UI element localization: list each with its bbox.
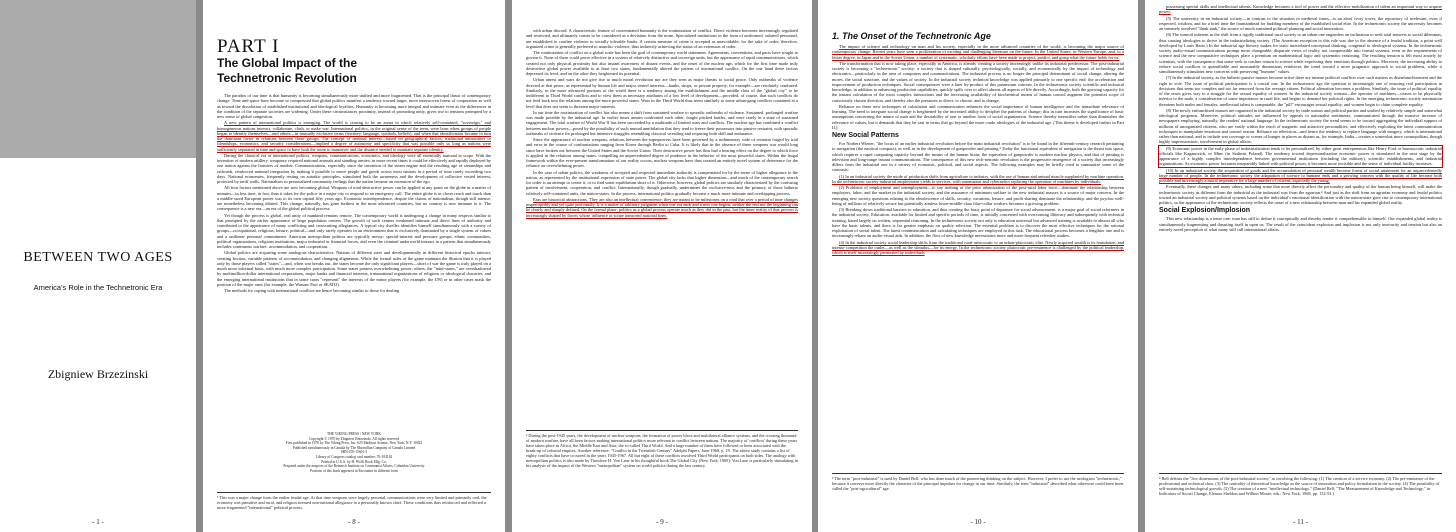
paragraph: Yet though the process is global, real unity of mankind remains remote. The contemporary world is undergoing a change in many respects similar to that prompted by the earlier appearance of large population centers. The growth of such centers weakened intimate and direct lines of authority and contributed to the appearance of many conflicting and crosscutting allegiances. A typical city dweller identifies himself simultaneously with a variety of groups—occupational, religious, leisure, political—and only rarely operates in an environment that is exclusively dominated by a single system of values and a unilinear personal commitment. American metropolitan politics are typically messy: special-interest and pressure groups, ethnic communities, political organizations, religious institutions, major industrial or financial forces, and even the criminal underworld interact in a pattern that simultaneously includes continuous warfare, accommodation, and cooperation. — [217, 212, 491, 249]
paragraph: (10) In an industrial society the acquisition of goods and the accumulation of personal wealth become forms of social attainment for an unprecedentedly large number of people. In the technetronic society the adaptation of science to humane ends and a growing concern with the quality of life become both possible and increasingly a moral imperative for a large number of citizens, especially the young. — [1159, 167, 1442, 183]
paragraph: (2) Problems of employment and unemployment—to say nothing of the prior urbanization of the post-rural labor force—dominate the relationship between employers, labor, and the market in the industrial society, and the assurance of minimum welfare to the new industrial masses is a source of major concern. In the emerging new society questions relating to the obsolescence of skills, security, vacations, leisure, and profit sharing dominate the relationship, and the psychic well-being of millions of relatively secure but potentially aimless lower-middle-class blue-collar workers becomes a growing problem. — [832, 185, 1124, 206]
paragraph: The transformation that is now taking place, especially in America, is already creating a society increasingly unlike its industrial predecessor. The post-industrial society is becoming a "technetronic" society: a society that is shaped culturally, psychologically, socially, and economically by the impact of technology and electronics—particularly in the area of computers and communications. The industrial process is no longer the principal determinant of social change, altering the mores, the social structure, and the values of society. In the industrial society technical knowledge was applied primarily to one specific end: the acceleration and improvement of production techniques. Social consequences were a later by-product of this paramount concern. In the technetronic society scientific and technical knowledge, in addition to enhancing production capabilities, quickly spills over to affect almost all aspects of life directly. Accordingly, both the growing capacity for the instant calculation of the most complex interactions and the increasing availability of biochemical means of human control augment the potential scope of consciously chosen direction, and thereby also the pressures to direct, to choose, and to change. — [832, 60, 1124, 103]
imprint-line: Library of Congress catalog card number: 76-104162 — [315, 454, 393, 459]
cover-page — [0, 0, 196, 532]
paragraph: (8) The newly enfranchised masses are organized in the industrial society by trade unions and political parties and unified by relatively simple and somewhat ideological programs. Moreover, political attitudes are influenced by appeals to nationalist sentiments, communicated through the massive increase of newspapers employing, naturally, the readers' national language. In the technetronic society the trend seems to be toward aggregating the individual support of millions of unorganized citizens, who are easily within the reach of magnetic and attractive personalities, and effectively exploiting the latest communication techniques to manipulate emotions and control reason. Reliance on television—and hence the tendency to replace language with imagery, which is international rather than national, and to include war coverage or scenes of hunger in places as distant as, for example, India—creates a somewhat more cosmopolitan, though highly impressionistic, involvement in global affairs. — [1159, 107, 1443, 145]
paragraph: with urban discord. A characteristic feature of concentrated humanity is the routinization of conflict. Direct violence becomes increasingly regulated and restricted, and ultimately comes to be considered as a deviation from the norm. Specialized institutions in the form of uniformed, salaried personnel, are established to confine violence to socially tolerable limits. A certain measure of crime is accepted as unavoidable; for the sake of order, therefore, organized crime is generally preferred to anarchic violence, thus indirectly achieving the status of an extension of order. — [526, 28, 798, 49]
paragraph: Reliance on these new techniques of calculation and communication enhances the social importance of human intelligence and the immediate relevance of learning. The need to integrate social change is heightened by the increased ability to decipher the patterns of change; this in turn increases the significance of basic assumptions concerning the nature of man and the desirability of one or another form of social organization. Science thereby intensifies rather than diminishes the relevance of values, but it demands that they be cast in terms that go beyond the more crude ideologies of the industrial age. (This theme is developed further in Part II.) — [832, 103, 1124, 130]
footnote: ³ The term "post-industrial" is used by Daniel Bell, who has done much of the pioneering thinking on the subject. However, I prefer to use the neologism "technetronic," because it conveys more directly the character of the principal impulses for change in our time. Similarly, the term "industrial" described what otherwise could have been called the "post-agricultural" age. — [832, 473, 1124, 491]
page-number: - 9 - — [656, 518, 668, 526]
chapter-heading: 1. The Onset of the Technetronic Age — [832, 31, 991, 41]
paragraph: (5) The university in an industrial society—in contrast to the situation in medieval times—is an aloof ivory tower, the repository of irrelevant, even if respected, wisdom, and for a brief time the fountainhead for budding members of the established social elite. In the technetronic society the university becomes an intensely involved "think tank," the source of much sustained political planning and social innovation. — [1159, 15, 1442, 31]
paragraph: The methods for coping with international conflicts are hence becoming similar to those for dealing — [224, 288, 400, 293]
imprint-block — [217, 432, 491, 473]
paragraph: In our time the routinization of conflict has also meant a shift from sustained warfare to sporadic outbreaks of violence. Sustained, prolonged warfare was made possible by the industrial age. In earlier times armies confronted each other, fought pitched battles, and were rarely in a state of sustained engagement. The total warfare of World War II has been succeeded by a multitude of limited wars and conflicts. The nuclear age has combined a conflict between nuclear powers—posed by the possibility of such mutual annihilation that they tend to freeze their possessors into passive restraint, with sporadic outbreaks of violence for prolonged but intensive struggles resembling classical wrestling and requiring both skill and endurance. — [526, 109, 798, 136]
paragraph: A new pattern of international politics is emerging. The world is ceasing to be an arena in which relatively self-contained, "sovereign," and homogeneous nations interact, collaborate, clash, or make war. International politics, in the original sense of the term, were born when groups of people began to identify themselves—and others—in mutually exclusive terms (territory, language, symbols, beliefs), and when that identification became in turn the dominant factor in relations between these groups. The concept of national interest—based on geographical factors, traditional animosities or friendships, economics, and security considerations—implied a degree of autonomy and specificity that was possible only so long as nations were sufficiently separated in time and space to have both the room to maneuver and the distance needed to maintain separate identity. — [217, 120, 491, 152]
imprint-line: Published simultaneously in Canada by The Macmillan Company of Canada Limited — [292, 445, 416, 450]
body-text — [832, 44, 1124, 464]
boxed-paragraph: (9) Economic power in the early phase of industrialization tends to be personalized, by either great entrepreneurs like Henry Ford or bureaucratic industrial officials like Kaganovich, or Minc (in Stalinist Poland). The tendency toward depersonalization economic power is stimulated in the next stage by the appearance of a highly complex interdependence between governmental institutions (including the military), scientific establishments, and industrial organizations. As economic power becomes inseparably linked with political power, it becomes more invisible and the sense of individual futility increases. — [1159, 145, 1442, 167]
footnote: ¹ This was a major change from the earlier feudal age. At that time weapons were largely personal, communications were very limited and primarily oral, the economy was primitive and rural, and religion stressed non-national allegiance to a personally known chief. These conditions thus reinforced and reflected a more fragmented "international" political process. — [217, 492, 491, 510]
cover-subtitle: America's Role in the Technetronic Era — [33, 283, 163, 292]
body-text — [526, 28, 798, 426]
page-number: - 1 - — [92, 518, 104, 526]
paragraph: During the classical era of international politics, weapons, communications, economics, and ideology were all essentially national in scope. With the invention of modern artillery, weaponry required national arsenals and standing armies; in more recent times it could be effectively and rapidly deployed by one nation against the frontiers of another. Communications, especially since the invention of the steam engine and the resulting age of steamships and railroads, reinforced national integration by making it possible to move people and goods across most nations in a period of time rarely exceeding two days. National economies, frequently resting on autarkic principles, stimulated both the awareness and the development of collective vested interest, protected by tariff walls. Nationalism so personalized community feelings that the nation became an extension of the ego. — [217, 152, 491, 184]
imprint-line: SBN 670-15601-3 — [340, 450, 368, 455]
body-text — [1159, 4, 1442, 464]
page-11 — [1145, 0, 1456, 532]
page-number: - 10 - — [970, 518, 986, 526]
cover-author: Zbigniew Brzezinski — [47, 367, 149, 381]
paragraph: (6) The turmoil inherent in the shift from a rigidly traditional rural society to an urban one engenders an inclination to seek total answers to social dilemmas, thus causing ideologies to thrive in the industrializing society. (The American exception to this rule was due to the absence of a feudal tradition, a point well developed by Louis Hartz.) In the industrial age literacy makes for static interrelated conceptual thinking, congenial to ideological systems. In the technetronic society audio-visual communications prompt more changeable, disparate views of reality, not compressible into formal systems, even as the requirements of science and the new computative techniques place a premium on mathematical logic and systematic reasoning. The resulting tension is felt most acutely by scientists, with the consequence that some seek to confine reason to science while expressing their emotions through politics. Moreover, the increasing ability to reduce social conflicts to quantifiable and measurable dimensions reinforces the trend toward a more pragmatic approach to social problems, while it simultaneously stimulates new concerns with preserving "humane" values. — [1159, 32, 1442, 74]
page-8 — [203, 0, 505, 532]
page-number: - 11 - — [1293, 518, 1308, 526]
page-10 — [818, 0, 1138, 532]
chapter-title — [217, 56, 357, 86]
cover-gray-band — [0, 0, 196, 158]
paragraph: (7) In the industrial society, as the hitherto passive masses become active there are intense political conflicts over such matters as disenfranchisement and the right to vote. The issue of political participation is a crucial one. In the technetronic age the question is increasingly one of ensuring real participation in decisions that seem too complex and too far removed from the average citizen. Political alienation becomes a problem. Similarly, the issue of political equality of the sexes gives way to a struggle for the sexual equality of women. In the industrial society woman—the operator of machines—ceases to be physically inferior to the male, a consideration of some importance in rural life, and begins to demand her political rights. In the emerging technetronic society automation threatens both males and females, intellectual talent is computable, the "pill" encourages sexual equality, and women begin to claim complete equality. — [1159, 75, 1442, 107]
imprint-line: Prepared under the auspices of the Research Institute on Communist Affairs, Columbia University — [283, 464, 425, 469]
paragraph: The paradox of our time is that humanity is becoming simultaneously more unified and more fragmented. That is the principal thrust of contemporary change. Time and space have become so compressed that global politics manifest a tendency toward larger, more interwoven forms of cooperation as well as toward the dissolution of established institutional and ideological loyalties. Humanity is becoming more integral and intimate even as the differences in the condition of the separate societies are widening. Under these circumstances proximity, instead of promoting unity, gives rise to tensions prompted by a new sense of global congestion. — [217, 93, 491, 119]
body-text — [217, 93, 491, 426]
paragraph: (4) In the industrial society social leadership shifts from the traditional rural-aristocratic to an urban-plutocratic elite. Newly acquired wealth is its foundation, and intense competition the outlet—as well as the stimulus—for its energy. In the technetronic society plutocratic pre-eminence is challenged by the political leadership, which is itself increasingly permeated by individuals — [832, 239, 1124, 255]
footnote: ² During the post-1945 years, the development of nuclear weapons, the formation of power blocs and multilateral alliance systems, and the crossing thousand of modern warfare, have all been factors making international politics more relevant to conflict between nations. The majority of 'conflicts' during these years have taken place in Africa, the Middle East and Asia; the so-called Third World. And a large number of them have followed or been associated with the break-up of colonial empires. Another reference: "Conflict in the Twentieth Century" Adelphi Papers, June 1968, p. 19. The above study contains a list of eighty conflicts that have occurred in the years 1945-1967. All but eight of these conflicts involved Third World participants on both sides. The analogy with metropolitan politics is also made by Theodore H. Von Laue in his thoughtful book The Global City (New York, 1969). Von Laue is particularly stimulating in his analysis of the impact of the Western "metropolitan" system on world politics during the last century. — [526, 430, 798, 468]
paragraph: Eras are historical abstractions. They are also an intellectual convenience: they are meant to be milestones on a road that over a period of time changes imperceptibly and yet quite profoundly. It is a matter of arbitrary judgment when one era ends and a new one begins; neither the end nor the beginning can be clearly and sharply defined. On the formal plane, politics as a global process operate much as they did in the past, but the inner reality of that process is increasingly shaped by forces whose influence or scope transcend national lines. — [526, 196, 798, 218]
paragraph: The routinization of conflict on a global scale has been the goal of contemporary world statesmen. Agreements, conventions, and pacts have sought to govern it. None of these could prove effective in a system of relatively distinctive and sovereign units; but the appearance of rapid communications, which created not only physical proximity but also instant awareness of distant events, and the onset of the nuclear age, which for the first time made truly destructive global power available to at least two states, fundamentally altered the pattern of international conflict. On the one hand these factors depressed its level, and on the other they heightened its potential. — [526, 50, 798, 76]
paragraph: Eventually, these changes and many others, including some that more directly affect the personality and quality of the human being himself, will make the technetronic society as different from the industrial as the industrial was from the agrarian.⁴ And just as the shift from an agrarian economy and feudal politics toward an industrial society and political systems based on the individual's emotional identification with the nation-state gave rise to contemporary international politics, so the appearance of the technetronic society reflects the onset of a new relationship between man and his expanded global reality. — [1159, 184, 1442, 205]
paragraph: In the case of urban politics, the weakness of accepted and respected immediate authority is compensated for by the sense of higher allegiance to the nation, as represented by the institutional expression of state power. The global city lacks that higher dimension—and much of the contemporary search for order is an attempt to create it, or to find some equilibrium short of it. Otherwise, however, global politics are similarly characterized by the confusing pattern of involvement, cooperation, and conflict. Internationally, though gradually, undermines the exclusive-ness and the primacy of those hitherto relatively self-contained units, the nation-states. In the process, international politics gradually become a much more intimate and overlapping process. — [526, 169, 798, 196]
section-heading: New Social Patterns — [832, 132, 899, 139]
paragraph: (3) Breaking down traditional barriers to education, and thus creating the basic point of departure for social advancement, is a major goal of social reformers in the industrial society. Education, available for limited and specific periods of time, is initially concerned with overcoming illiteracy and subsequently with technical training, based largely on written, sequential reasoning. In the technetronic society not only is education universal but advanced training is available to almost all who have the basic talents, and there is far greater emphasis on quality selection. The essential problem is to discover the most effective techniques for the rational exploitation of social talent. The latest communication and calculating techniques are employed in this task. The educational process becomes a lengthier one and is increasingly reliant on audio-visual aids. In addition, the flow of new knowledge necessitates more and more frequent refresher studies. — [832, 207, 1124, 239]
chapter-title-line-2: Technetronic Revolution — [217, 71, 357, 85]
imprint-line: Printed in U.S.A. by H. Wolff Book Mfg. Co. — [321, 459, 387, 464]
paragraph: For Norbert Wiener, "the locus of an earlier industrial revolution before the main industrial revolution" is to be found in the fifteenth-century research pertaining to navigation (the nautical compass), as well as in the development of gunpowder and printing.³ Today the functional equivalent of navigation is the thrust into space, which requires a rapid computing capacity beyond the means of the human brain; the equivalent of gunpowder is modern nuclear physics, and that of printing is television and long-range instant communications. The consequence of this new tech-netronic revolution is the progressive emergence of a society that increasingly differs from the industrial one in a variety of economic, political, and social aspects. The following examples may be briefly cited to summarize some of the contrasts: — [832, 141, 1124, 173]
chapter-title-line-1: The Global Impact of the — [217, 56, 358, 70]
imprint-line: Portions of this book appeared in Encounter in different form — [309, 468, 399, 473]
paragraph: This new relationship is a tense one: man has still to define it conceptually and thereby render it comprehensible to himself. Our expanded global reality is simultaneously fragmenting and thrusting itself in upon us. The result of the coincident explosion and implosion is not only insecurity and tension but also an entirely novel perception of what many still call international affairs. — [1159, 216, 1442, 232]
paragraph: Since the appearance of nuclear weapons, relations between the superpowers have been governed by a rudimentary code of restraint forged by trial and error in the course of confrontations ranging from Korea through Berlin to Cuba. It is likely that in the absence of these weapons war would long since have broken out between the United States and the Soviet Union. Their destructive power has thus had a bearing effect on the degree to which force is applied in the relations among states, compelling an unprecedented degree of prudence in the behavior of the most powerful states. Within the frugal framework within the ever-present transformation of our reality occurs, nuclear weapons have thus created an entirely novel system of deterrence for the reliance on overwhelming power. — [526, 137, 798, 169]
paragraph: Global politics are acquiring some analogous characteristics. Nations of different sizes and developmentally in different historical epochs interact, creating friction, variable patterns of accommodation, and changing alignments. While the formal rules of the game maintain the illusion that it is played only by those players called "states"—and, when war breaks out, the states become the only significant players—short of war the game is truly played on a much more informal basis, with much more complex participation. Some states possess overwhelming power; others, the "mini-states," are overshadowed by multimillion-dollar international corporations, major banks and financial interests, transnational organizations of religious or ideological character, and the emerging international institutions that in some cases "represent" the interests of the minor players (for example, the UN) or in other cases mask the position of the major ones (for example, the Warsaw Pact or SEATO). — [217, 250, 491, 287]
part-heading: PART I — [217, 36, 280, 57]
cover-title: BETWEEN TWO AGES — [23, 250, 173, 265]
page-number: - 8 - — [348, 518, 360, 526]
paragraph: Urban unrest and wars do not give rise to much moral revolution nor are they seen as major threats to social peace. Only outbreaks of violence directed at that peace, as represented by human life and major vested interests—banks, shops, or private property, for example—are resolutely combated. Similarly, in the more advanced portions of the world there is a tendency among the establishment and the middle class of the "global city" to be indifferent to Third World conflicts and to view them as necessary attributes of a low level of development—provided, of course, that such conflicts do not feed back into the relations among the more powerful states. Wars in the Third World thus seem similarly to some urban-gang conflicts contained at a level that does not seem to threaten major interests. — [526, 77, 798, 109]
section-heading: Social Explosion/Implosion — [1159, 207, 1251, 215]
footnote: ⁴ Bell defines the "five dimensions of the post-industrial society" as involving the following: (1) The creation of a service economy. (2) The pre-eminence of the professional and technical class. (3) The centrality of theoretical knowledge as the source of innovation and policy formulation in the society. (4) The possibility of self-sustaining technological growth. (5) The creation of a new "intellectual technology." (Daniel Bell, "The Measurement of Knowledge and Technology," in Indicators of Social Change, Eleanor Sheldon and Wilbert Moore, eds., New York, 1968, pp. 152-53.) — [1159, 473, 1442, 496]
paragraph: All four factors mentioned above are now becoming global. Weapons of total destructive power can be applied at any point on the globe in a matter of minutes—in less time, in fact, than it takes for the police in a major city to respond to an emergency call. The entire globe is in closer reach and touch than a middle-sized European power was to its own capital fifty years ago. Economic interdependence, despite the claims of nationalism, though still intense, are nonetheless becoming diluted. This change, naturally, has gone furthest in the most advanced countries, but no country is now immune to it. The consequence is a new era—an era of the global political process. — [217, 185, 491, 212]
imprint-line: THE VIKING PRESS / NEW YORK — [327, 432, 381, 436]
imprint-line: First published in 1970 by The Viking Press, Inc. 625 Madison Avenue, New York, N.Y. 10022 — [285, 441, 423, 446]
page-9 — [512, 0, 812, 532]
paragraph: The impact of science and technology on man and his society, especially in the more advanced countries of the world, is becoming the major source of contemporary change. Recent years have seen a proliferation of exciting and challenging literature on the future. In the United States, in Western Europe, and, to a lesser degree, in Japan and in the Soviet Union, a number of systematic, scholarly efforts have been made to project, predict, and grasp what the future holds for us. — [832, 44, 1124, 60]
paragraph: (1) In an industrial society the mode of production shifts from agriculture to industry, with the use of human and animal muscle supplanted by machine operation. In the technetronic society industrial employment yields to services, with automation and cybernetics replacing the operation of machines by individuals. — [832, 173, 1124, 184]
paragraph: possessing special skills and intellectual talents. Knowledge becomes a tool of power and the effective mobilization of talent an important way to acquire power. — [1159, 4, 1442, 15]
imprint-line: Copyright © 1970 by Zbigniew Brzezinski. All rights reserved — [308, 436, 400, 441]
